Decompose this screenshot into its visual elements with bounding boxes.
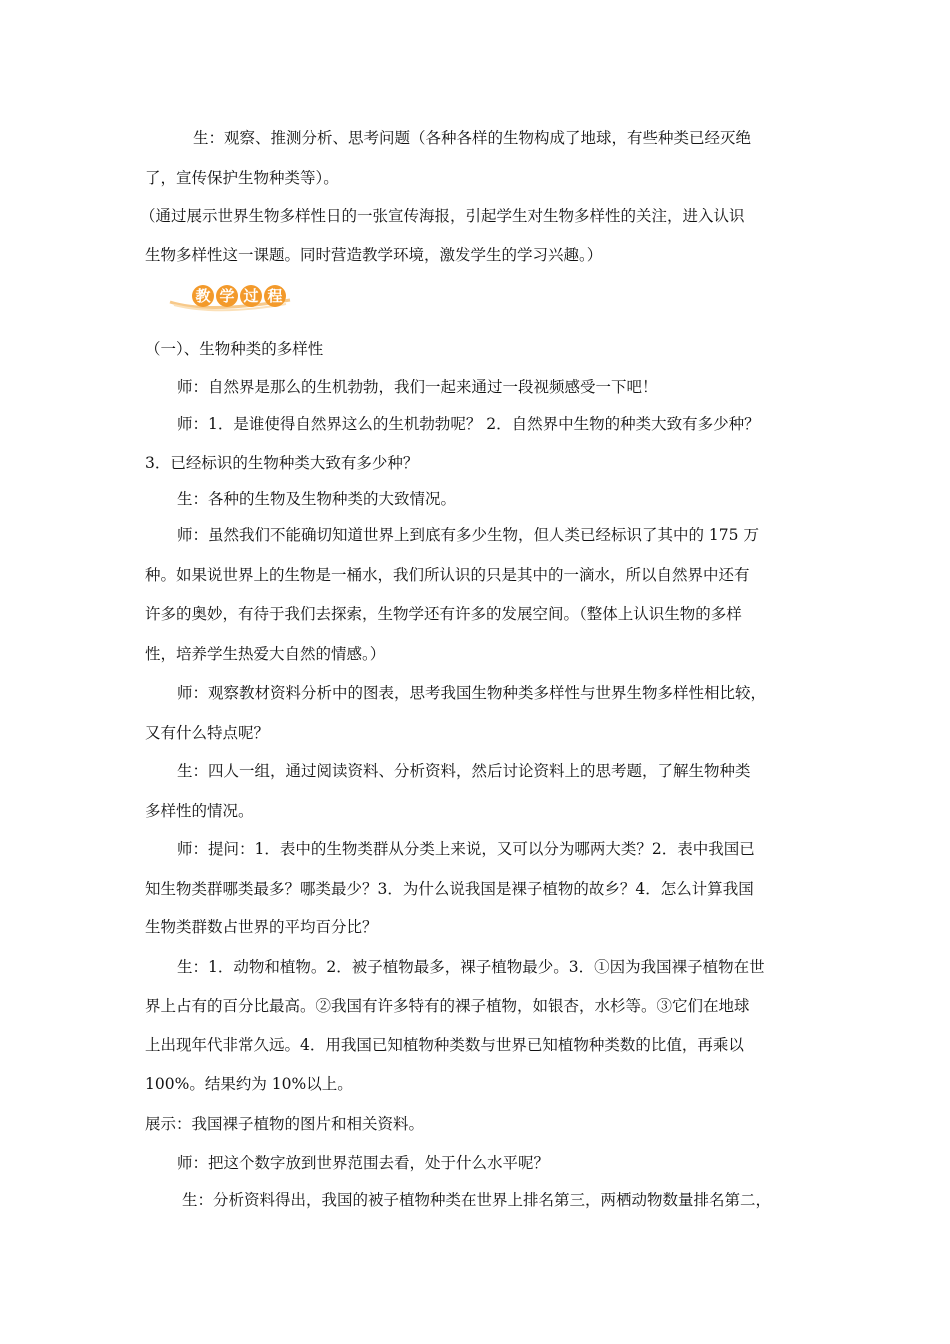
- paragraph-line: 师：把这个数字放到世界范围去看，处于什么水平呢？: [177, 1154, 550, 1172]
- paragraph-line: 生：四人一组，通过阅读资料、分析资料，然后讨论资料上的思考题，了解生物种类: [177, 762, 751, 780]
- paragraph-line: 多样性的情况。: [145, 802, 254, 820]
- paragraph-line: 知生物类群哪类最多？哪类最少？3．为什么说我国是裸子植物的故乡？4．怎么计算我国: [145, 880, 754, 898]
- paragraph-line: 又有什么特点呢？: [145, 724, 270, 742]
- paragraph-line: 生物类群数占世界的平均百分比？: [145, 918, 378, 936]
- paragraph-line: 师：1．是谁使得自然界这么的生机勃勃呢？ 2．自然界中生物的种类大致有多少种？: [177, 415, 760, 433]
- paragraph-line: 界上占有的百分比最高。②我国有许多特有的裸子植物，如银杏，水杉等。③它们在地球: [145, 997, 750, 1015]
- teaching-process-banner: 教 学 过 程: [168, 280, 298, 314]
- paragraph-line: 种。如果说世界上的生物是一桶水，我们所认识的只是其中的一滴水，所以自然界中还有: [145, 566, 750, 584]
- paragraph-line: 性，培养学生热爱大自然的情感。）: [145, 645, 386, 663]
- paragraph-line: 生物多样性这一课题。同时营造教学环境，激发学生的学习兴趣。）: [145, 246, 603, 264]
- paragraph-line: 师：自然界是那么的生机勃勃，我们一起来通过一段视频感受一下吧！: [177, 378, 658, 396]
- paragraph-line: 生：分析资料得出，我国的被子植物种类在世界上排名第三，两栖动物数量排名第二，: [182, 1191, 772, 1209]
- paragraph-line: 生：1．动物和植物。2．被子植物最多，裸子植物最少。3．①因为我国裸子植物在世: [177, 958, 765, 976]
- paragraph-line: 师：观察教材资料分析中的图表，思考我国生物种类多样性与世界生物多样性相比较，: [177, 684, 767, 702]
- paragraph-line: 生：观察、推测分析、思考问题（各种各样的生物构成了地球，有些种类已经灭绝: [193, 129, 752, 147]
- section-heading: （一）、生物种类的多样性: [145, 340, 324, 358]
- paragraph-line: 上出现年代非常久远。4．用我国已知植物种类数与世界已知植物种类数的比值，再乘以: [145, 1036, 744, 1054]
- paragraph-line: 3．已经标识的生物种类大致有多少种？: [145, 454, 419, 472]
- paragraph-line: 师：提问：1．表中的生物类群从分类上来说，又可以分为哪两大类？2．表中我国已: [177, 840, 755, 858]
- paragraph-line: 师：虽然我们不能确切知道世界上到底有多少生物，但人类已经标识了其中的 175 万: [177, 526, 759, 544]
- paragraph-line: （通过展示世界生物多样性日的一张宣传海报，引起学生对生物多样性的关注，进入认识: [140, 207, 745, 225]
- paragraph-line: 生：各种的生物及生物种类的大致情况。: [177, 490, 457, 508]
- paragraph-line: 展示：我国裸子植物的图片和相关资料。: [145, 1115, 425, 1133]
- paragraph-line: 了，宣传保护生物种类等）。: [145, 169, 339, 187]
- paragraph-line: 许多的奥妙，有待于我们去探索，生物学还有许多的发展空间。（整体上认识生物的多样: [145, 605, 742, 623]
- paragraph-line: 100%。结果约为 10%以上。: [145, 1075, 353, 1093]
